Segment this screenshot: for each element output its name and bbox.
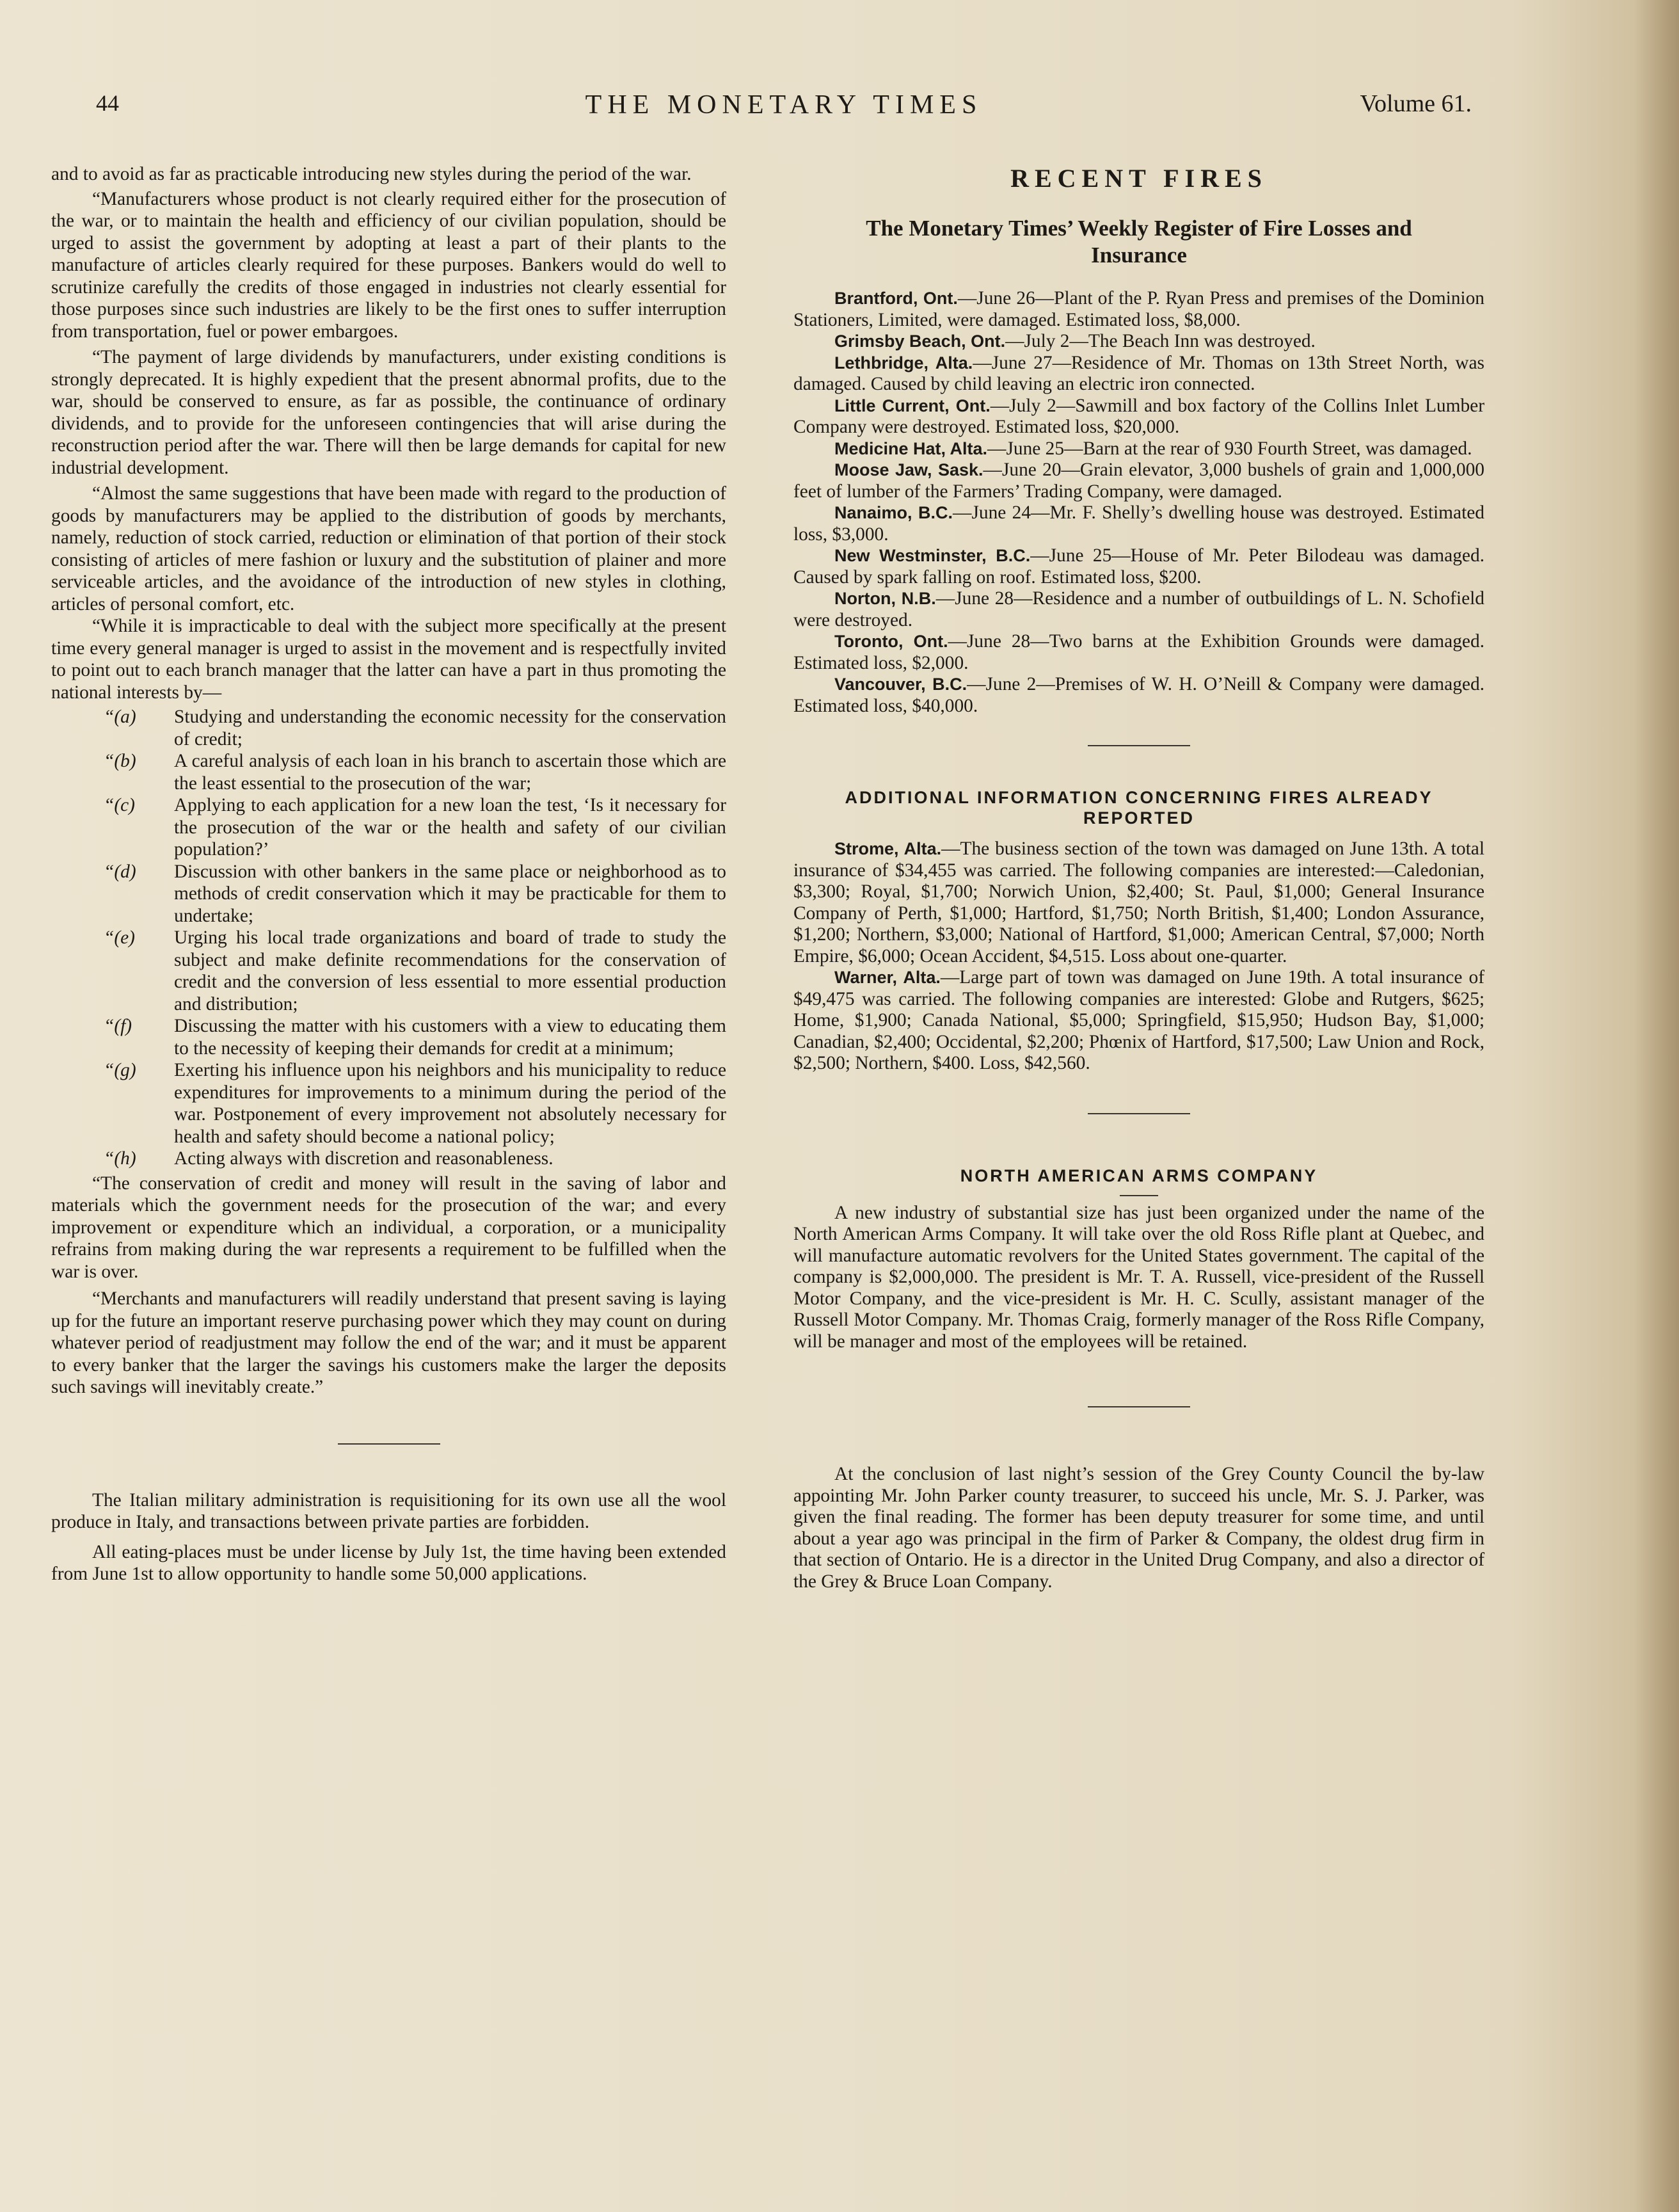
- fire-entry: [793, 967, 1484, 1075]
- fire-entry: [793, 396, 1484, 438]
- paragraph: All eating-places must be under license by July 1st, the time having been extended from June 1st to allow opportunity to handle some 50,000 applications.: [51, 1541, 726, 1584]
- section-divider: [338, 1443, 440, 1445]
- list-item: [104, 861, 726, 927]
- fire-entry: [793, 674, 1484, 717]
- recent-fires-heading: RECENT FIRES: [1010, 164, 1268, 193]
- fire-place: Moose Jaw, Sask.: [834, 460, 983, 479]
- list-item: [104, 1148, 726, 1170]
- fire-place: Strome, Alta.: [834, 839, 942, 858]
- paragraph: “Manufacturers whose product is not clearly required either for the prosecution of the war, or to maintain the health and efficiency of our civilian population, should be urged to assist the government by adopting at least a part of their plants to the manufacture of articles clearly required for these purposes. Bankers would do well to scrutinize carefully the credits of those engaged in industries not clearly essential for those purposes since such industries are likely to be the first ones to suffer interruption from transportation, fuel or power embargoes.: [51, 188, 726, 342]
- fire-entry: [793, 838, 1484, 967]
- list-text: Acting always with discretion and reasonableness.: [174, 1148, 553, 1169]
- recommendations-list: [51, 706, 726, 1170]
- paragraph: “Almost the same suggestions that have been made with regard to the production of goods by manufacturers may be applied to the distribution of goods by merchants, namely, reduction of stock carried, reduction or elimination of that portion of their stock consisting of articles of mere fashion or luxury and the substitution of plainer and more serviceable articles, and the avoidance of the introduction of new styles in clothing, articles of personal comfort, etc.: [51, 483, 726, 614]
- list-label: “(g): [104, 1060, 136, 1080]
- list-item: [104, 794, 726, 861]
- left-column: [51, 163, 726, 1585]
- list-label: “(b): [104, 751, 136, 771]
- running-head: [96, 90, 1472, 128]
- journal-title: THE MONETARY TIMES: [585, 90, 983, 120]
- paragraph: “While it is impracticable to deal with the subject more specifically at the present time every general manager is urged to assist in the movement and is respectfully invited to point out to each branch manager that the latter can have a part in thus promoting the national interests by—: [51, 616, 726, 703]
- volume-label: Volume 61.: [1360, 90, 1472, 117]
- fire-place: New Westminster, B.C.: [834, 546, 1031, 565]
- list-item: [104, 706, 726, 750]
- fire-details: —July 2—The Beach Inn was destroyed.: [1005, 331, 1316, 351]
- fire-entry: [793, 460, 1484, 502]
- list-label: “(e): [104, 927, 135, 948]
- fire-details: —June 2—Premises of W. H. O’Neill & Company were damaged. Estimated loss, $40,000.: [793, 674, 1484, 716]
- fire-entry: [793, 331, 1484, 353]
- fire-place: Warner, Alta.: [834, 968, 941, 987]
- list-text: Applying to each application for a new loan the test, ‘Is it necessary for the prosecution of the war or the health and safety of our civilian population?’: [174, 795, 726, 860]
- fire-entry: [793, 502, 1484, 545]
- right-column: [793, 163, 1484, 1592]
- list-label: “(h): [104, 1148, 136, 1169]
- fire-place: Grimsby Beach, Ont.: [834, 332, 1006, 351]
- fire-details: —June 24—Mr. F. Shelly’s dwelling house was destroyed. Estimated loss, $3,000.: [793, 502, 1484, 545]
- fire-details: —June 28—Residence and a number of outbuildings of L. N. Schofield were destroyed.: [793, 588, 1484, 630]
- fire-entry: [793, 288, 1484, 331]
- list-label: “(f): [104, 1016, 132, 1036]
- fire-place: Nanaimo, B.C.: [834, 503, 953, 522]
- fire-details: —Large part of town was damaged on June 19th. A total insurance of $49,475 was carried. The following companies are interested: Globe and Rutgers, $625; Home, $1,900; Canada National, $5,000; Springfield, $15,950; Hudson Bay, $1,000; Canadian, $2,400; Occidental, $2,200; Phœnix of Hartford, $17,500; Law Union and Rock, $2,500; Northern, $400. Loss, $42,560.: [793, 967, 1485, 1073]
- fire-entry: [793, 588, 1484, 631]
- page-number: 44: [96, 90, 119, 116]
- paragraph: “The payment of large dividends by manufacturers, under existing conditions is strongly deprecated. It is highly expedient that the present abnormal profits, due to the war, should be conserved to ensure, as far as possible, the continuance of ordinary dividends, and to provide for the unforeseen contingencies that will arise during the reconstruction period after the war. There will then be large demands for capital for new industrial development.: [51, 347, 726, 478]
- section-divider: [1088, 1113, 1190, 1114]
- fire-entry: [793, 631, 1484, 674]
- paragraph: “The conservation of credit and money will result in the saving of labor and materials which the government needs for the prosecution of the war; and every improvement or expenditure which an individual, a corporation, or a municipality refrains from making during the war represents a requirement to be fulfilled when the war is over.: [51, 1173, 726, 1282]
- additional-info-list: [793, 838, 1484, 1075]
- list-text: Exerting his influence upon his neighbors and his municipality to reduce expenditures for improvements to a minimum during the period of the war. Postponement of every improvement not absolutely necessary for health and safety should become a national policy;: [174, 1060, 726, 1147]
- fire-place: Little Current, Ont.: [834, 396, 991, 415]
- paragraph: The Italian military administration is requisitioning for its own use all the wool produce in Italy, and transactions between private parties are forbidden.: [51, 1489, 726, 1532]
- list-text: Urging his local trade organizations and board of trade to study the subject and make definite recommendations for the conservation of credit and the conversion of less essential to more essential production and distribution;: [174, 927, 726, 1014]
- paragraph: “Merchants and manufacturers will readily understand that present saving is laying up for the future an important reserve purchasing power which they may count on during whatever period of readjustment may follow the end of the war; and it must be apparent to every banker that the larger the savings his customers make the larger the deposits such savings will inevitably create.”: [51, 1288, 726, 1397]
- fire-details: —June 26—Plant of the P. Ryan Press and premises of the Dominion Stationers, Limited, were damaged. Estimated loss, $8,000.: [793, 288, 1484, 330]
- list-item: [104, 1015, 726, 1059]
- fire-register-subtitle: The Monetary Times’ Weekly Register of Fire Losses and Insurance: [866, 216, 1412, 268]
- fire-details: —June 28—Two barns at the Exhibition Grounds were damaged. Estimated loss, $2,000.: [793, 631, 1484, 673]
- list-label: “(c): [104, 795, 135, 815]
- fire-details: —June 20—Grain elevator, 3,000 bushels of grain and 1,000,000 feet of lumber of the Farmers’ Trading Company, were damaged.: [793, 460, 1485, 502]
- fire-details: —June 27—Residence of Mr. Thomas on 13th Street North, was damaged. Caused by child leaving an electric iron connected.: [793, 352, 1484, 394]
- list-item: [104, 1059, 726, 1148]
- fire-place: Toronto, Ont.: [834, 632, 948, 651]
- list-item: [104, 927, 726, 1015]
- fire-details: —July 2—Sawmill and box factory of the Collins Inlet Lumber Company were destroyed. Estimated loss, $20,000.: [793, 395, 1484, 437]
- fire-entry: [793, 353, 1484, 396]
- paragraph: and to avoid as far as practicable introducing new styles during the period of the war.: [51, 164, 692, 184]
- fire-details: —June 25—Barn at the rear of 930 Fourth Street, was damaged.: [987, 438, 1472, 459]
- fire-entry: [793, 545, 1484, 588]
- page-edge-shadow: [1634, 0, 1679, 2212]
- fire-place: Vancouver, B.C.: [834, 675, 967, 694]
- paragraph: A new industry of substantial size has just been organized under the name of the North American Arms Company. It will take over the old Ross Rifle plant at Quebec, and will manufacture automatic revolvers for the United States government. The capital of the company is $2,000,000. The president is Mr. T. A. Russell, vice-president of the Russell Motor Company, and the vice-president is Mr. H. C. Scully, assistant manager of the Russell Motor Company. Mr. Thomas Craig, formerly manager of the Ross Rifle Company, will be manager and most of the employees will be retained.: [793, 1202, 1484, 1352]
- fire-place: Medicine Hat, Alta.: [834, 438, 988, 458]
- fire-place: Norton, N.B.: [834, 589, 936, 608]
- section-divider: [1088, 1406, 1190, 1407]
- additional-info-heading: ADDITIONAL INFORMATION CONCERNING FIRES ALREADY REPORTED: [845, 788, 1433, 828]
- list-item: [104, 750, 726, 794]
- list-label: “(a): [104, 707, 136, 727]
- list-text: Discussing the matter with his customers with a view to educating them to the necessity of keeping their demands for credit at a minimum;: [174, 1016, 726, 1059]
- fire-list: [793, 288, 1484, 717]
- arms-company-heading: NORTH AMERICAN ARMS COMPANY: [960, 1166, 1318, 1185]
- heading-underline: [1120, 1195, 1158, 1196]
- list-text: Discussion with other bankers in the same place or neighborhood as to methods of credit conservation which it may be practicable for them to undertake;: [174, 861, 726, 926]
- fire-entry: [793, 438, 1484, 460]
- list-label: “(d): [104, 861, 136, 882]
- fire-place: Brantford, Ont.: [834, 289, 958, 308]
- fire-details: —The business section of the town was damaged on June 13th. A total insurance of $34,455 was carried. The following companies are interested:—Caledonian, $3,300; Royal, $1,700; Norwich Union, $2,400; St. Paul, $1,000; General Insurance Company of Perth, $1,000; Hartford, $1,750; North British, $1,400; London Assurance, $1,200; Northern, $3,000; National of Hartford, $1,000; American Central, $7,000; North Empire, $6,000; Ocean Accident, $4,515. Loss about one-quarter.: [793, 838, 1485, 966]
- fire-place: Lethbridge, Alta.: [834, 353, 973, 373]
- fire-details: —June 25—House of Mr. Peter Bilodeau was damaged. Caused by spark falling on roof. Estimated loss, $200.: [793, 545, 1484, 588]
- list-text: A careful analysis of each loan in his branch to ascertain those which are the least essential to the prosecution of the war;: [174, 751, 726, 794]
- list-text: Studying and understanding the economic necessity for the conservation of credit;: [174, 707, 726, 749]
- section-divider: [1088, 745, 1190, 746]
- paragraph: At the conclusion of last night’s session of the Grey County Council the by-law appointing Mr. John Parker county treasurer, to succeed his uncle, Mr. S. J. Parker, was given the final reading. The former has been deputy treasurer for some time, and until about a year ago was principal in the firm of Parker & Company, the oldest drug firm in that section of Ontario. He is a director in the United Drug Company, and also a director of the Grey & Bruce Loan Company.: [793, 1464, 1484, 1592]
